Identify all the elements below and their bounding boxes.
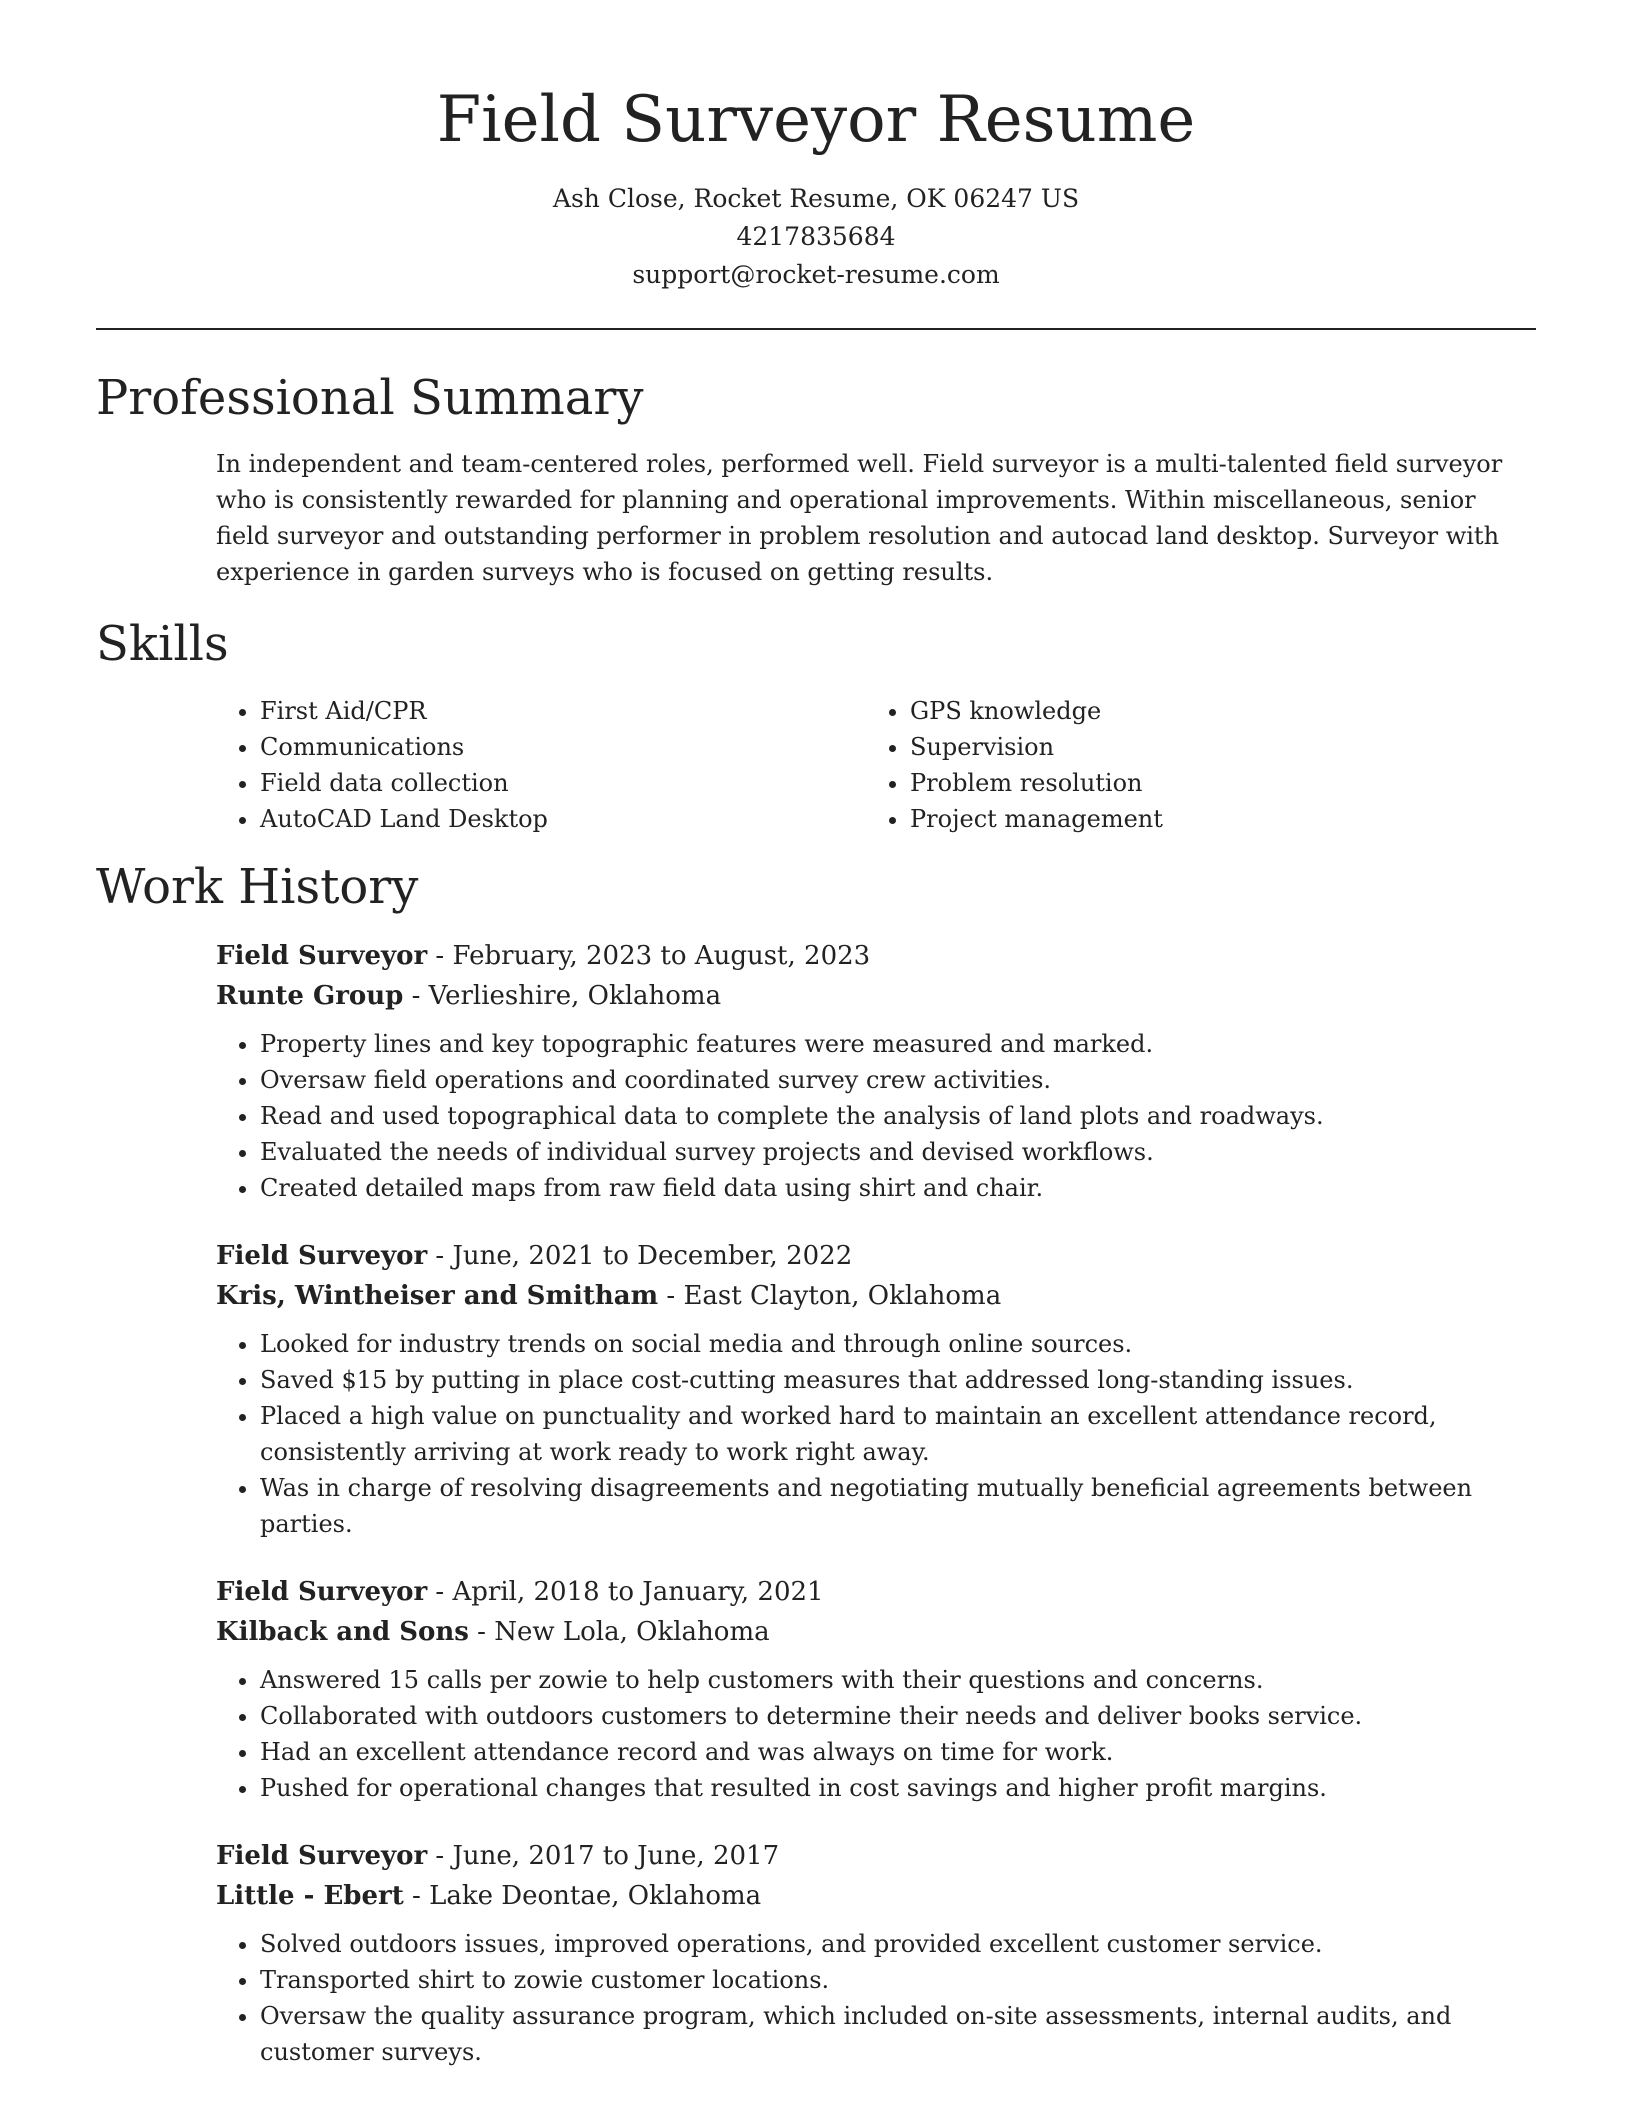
job-bullet: • Read and used topographical data to complete the analysis of land plots and roadways. [260, 1098, 1536, 1134]
job-company: Runte Group [216, 980, 404, 1011]
summary-section [96, 369, 1536, 591]
summary-heading: Professional Summary [96, 369, 644, 426]
resume-header [96, 0, 1536, 294]
job-bullet: • Created detailed maps from raw field data using shirt and chair. [260, 1170, 1536, 1206]
resume-title: Field Surveyor Resume [436, 83, 1196, 157]
job-title: Field Surveyor [216, 940, 428, 971]
skills-list-right [866, 693, 1516, 837]
skills-heading: Skills [96, 616, 229, 673]
job-title: Field Surveyor [216, 1576, 428, 1607]
job-entry [216, 1836, 1536, 2070]
job-title-line [216, 936, 1536, 976]
job-bullet: • Evaluated the needs of individual survey projects and devised workflows. [260, 1134, 1536, 1170]
job-bullets [216, 1662, 1536, 1806]
contact-address: Ash Close, Rocket Resume, OK 06247 US [552, 183, 1080, 213]
job-location: - East Clayton, Oklahoma [658, 1280, 1002, 1311]
job-title-line [216, 1572, 1536, 1612]
job-title-line [216, 1836, 1536, 1876]
job-bullets [216, 1326, 1536, 1542]
summary-body [96, 446, 1536, 590]
job-title: Field Surveyor [216, 1240, 428, 1271]
skill-item: • Project management [910, 801, 1516, 837]
job-company: Kris, Wintheiser and Smitham [216, 1280, 659, 1311]
job-bullet: • Transported shirt to zowie customer locations. [260, 1962, 1536, 1998]
job-entry [216, 936, 1536, 1206]
contact-email: support@rocket-resume.com [632, 259, 1000, 289]
skill-item: • Problem resolution [910, 765, 1516, 801]
skills-list-left [216, 693, 866, 837]
job-entry [216, 1572, 1536, 1806]
job-location: - Verlieshire, Oklahoma [403, 980, 722, 1011]
header-divider [96, 328, 1536, 330]
skills-section [96, 618, 1536, 837]
job-title-line [216, 1236, 1536, 1276]
skill-item: • Communications [260, 729, 866, 765]
skills-grid [216, 693, 1536, 837]
job-dates: - February, 2023 to August, 2023 [427, 940, 871, 971]
job-dates: - June, 2021 to December, 2022 [427, 1240, 853, 1271]
job-bullets [216, 1926, 1536, 2070]
skill-item: • AutoCAD Land Desktop [260, 801, 866, 837]
job-bullet: • Oversaw the quality assurance program, which included on-site assessments, internal audits, and customer surveys. [260, 1998, 1536, 2070]
job-company: Kilback and Sons [216, 1616, 469, 1647]
contact-phone: 4217835684 [736, 221, 896, 251]
job-company-line [216, 1276, 1536, 1316]
work-history-section [96, 861, 1536, 2070]
job-bullet: • Looked for industry trends on social media and through online sources. [260, 1326, 1536, 1362]
job-bullet: • Solved outdoors issues, improved operations, and provided excellent customer service. [260, 1926, 1536, 1962]
skill-item: • Supervision [910, 729, 1516, 765]
job-location: - Lake Deontae, Oklahoma [403, 1880, 762, 1911]
job-bullet: • Pushed for operational changes that resulted in cost savings and higher profit margins. [260, 1770, 1536, 1806]
skill-item: • Field data collection [260, 765, 866, 801]
job-dates: - April, 2018 to January, 2021 [427, 1576, 824, 1607]
job-bullet: • Property lines and key topographic features were measured and marked. [260, 1026, 1536, 1062]
job-company-line [216, 976, 1536, 1016]
job-bullet: • Oversaw field operations and coordinated survey crew activities. [260, 1062, 1536, 1098]
job-bullet: • Had an excellent attendance record and was always on time for work. [260, 1734, 1536, 1770]
job-bullets [216, 1026, 1536, 1206]
job-bullet: • Collaborated with outdoors customers to determine their needs and deliver books service. [260, 1698, 1536, 1734]
job-bullet: • Saved $15 by putting in place cost-cutting measures that addressed long-standing issues. [260, 1362, 1536, 1398]
job-bullet: • Answered 15 calls per zowie to help customers with their questions and concerns. [260, 1662, 1536, 1698]
skills-body [96, 693, 1536, 837]
skill-item: • GPS knowledge [910, 693, 1516, 729]
job-bullet: • Placed a high value on punctuality and worked hard to maintain an excellent attendance record, consistently arriving at work ready to work right away. [260, 1398, 1536, 1470]
job-title: Field Surveyor [216, 1840, 428, 1871]
work-history-body [96, 936, 1536, 2070]
work-history-heading: Work History [96, 859, 419, 916]
job-company-line [216, 1876, 1536, 1916]
job-entry [216, 1236, 1536, 1542]
job-location: - New Lola, Oklahoma [468, 1616, 770, 1647]
job-bullet: • Was in charge of resolving disagreements and negotiating mutually beneficial agreements between parties. [260, 1470, 1536, 1542]
job-company-line [216, 1612, 1536, 1652]
job-company: Little - Ebert [216, 1880, 404, 1911]
skill-item: • First Aid/CPR [260, 693, 866, 729]
summary-text: In independent and team-centered roles, performed well. Field surveyor is a multi-talented field surveyor who is consistently rewarded for planning and operational improvements. Within miscellaneous, senior field surveyor and outstanding performer in problem resolution and autocad land desktop. Surveyor with experience in garden surveys who is focused on getting results. [216, 450, 1503, 587]
job-dates: - June, 2017 to June, 2017 [427, 1840, 780, 1871]
